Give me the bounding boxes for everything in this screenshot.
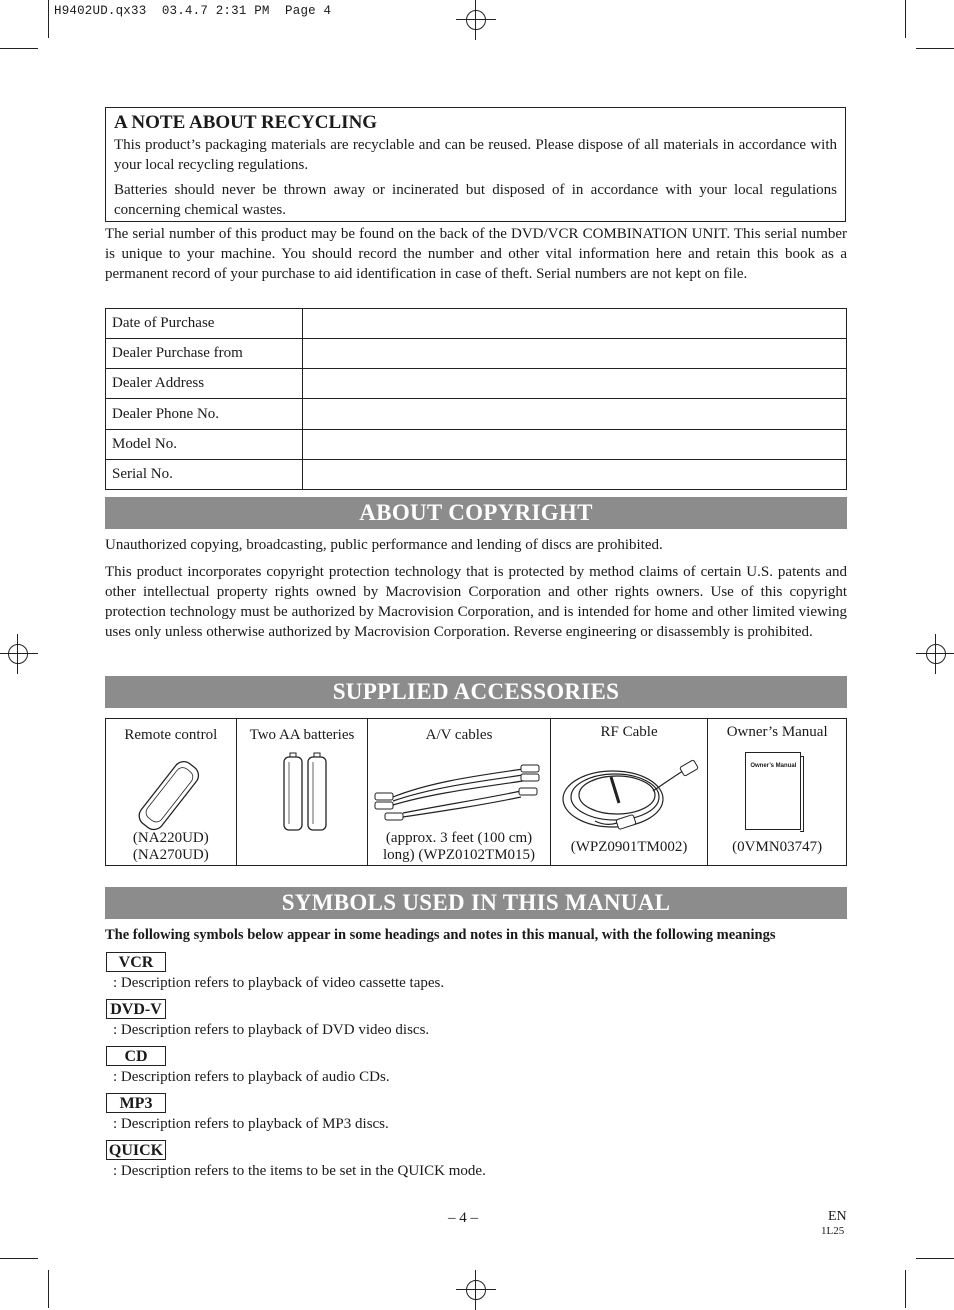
language-code: EN xyxy=(828,1209,847,1224)
crop-mark xyxy=(48,1270,49,1308)
table-value xyxy=(303,399,847,429)
table-row xyxy=(106,339,847,369)
table-label: Dealer Purchase from xyxy=(106,339,303,369)
booklet-title: Owner’s Manual xyxy=(750,763,797,769)
table-row xyxy=(106,309,847,339)
table-value xyxy=(303,429,847,459)
crop-mark xyxy=(916,48,954,49)
av-cables-icon xyxy=(373,761,545,829)
symbol-tag-vcr: VCR xyxy=(106,952,166,972)
symbol-tag-cd: CD xyxy=(106,1046,166,1066)
registration-mark-icon xyxy=(916,634,954,674)
accessory-code: (NA220UD) xyxy=(132,830,209,846)
accessory-remote-control xyxy=(106,719,237,865)
table-label: Dealer Address xyxy=(106,369,303,399)
recycling-title: A NOTE ABOUT RECYCLING xyxy=(114,112,378,133)
accessory-name: RF Cable xyxy=(600,724,658,740)
symbol-description: : Description refers to playback of video cassette tapes. xyxy=(113,975,445,991)
table-value xyxy=(303,339,847,369)
symbol-description: : Description refers to playback of DVD video discs. xyxy=(113,1022,430,1038)
accessory-owners-manual xyxy=(708,719,846,865)
accessory-rf-cable xyxy=(551,719,709,865)
table-row xyxy=(106,429,847,459)
accessory-code: long) (WPZ0102TM015) xyxy=(382,847,536,863)
symbol-tag-mp3: MP3 xyxy=(106,1093,166,1113)
symbols-intro: The following symbols below appear in some headings and notes in this manual, with the following meanings xyxy=(105,927,776,943)
purchase-record-table xyxy=(105,308,847,490)
batteries-paragraph: Batteries should never be thrown away or incinerated but disposed of in accordance with your local regulations concerning chemical wastes. xyxy=(114,182,837,218)
booklet-edge xyxy=(800,756,804,832)
table-label: Date of Purchase xyxy=(106,309,303,339)
accessory-batteries xyxy=(237,719,369,865)
table-label: Dealer Phone No. xyxy=(106,399,303,429)
registration-mark-icon xyxy=(456,1270,496,1310)
crop-mark xyxy=(0,1258,38,1259)
table-row xyxy=(106,459,847,489)
copyright-paragraph-2: This product incorporates copyright protection technology that is protected by method claims of certain U.S. patents and other intellectual property rights owned by Macrovision Corporation and other rights owners. Use of this copyright protection technology must be authorized by Macrovision Corporation, and is intended for home and other limited viewing uses only unless otherwise authorized by Macrovision Corporation. Reverse engineering or disassembly is prohibited. xyxy=(105,564,847,640)
recycling-paragraph: This product’s packaging materials are recyclable and can be reused. Please dispose of all materials in accordance with your local recycling regulations. xyxy=(114,137,837,173)
recycling-note xyxy=(105,107,846,222)
accessory-code: (WPZ0901TM002) xyxy=(570,839,688,855)
serial-number-text: The serial number of this product may be found on the back of the DVD/VCR COMBINATION UNIT. This serial number is unique to your machine. You should record the number and other vital information here and retain this book as a permanent record of your purchase to aid identification in case of theft. Serial numbers are not kept on file. xyxy=(105,226,847,282)
accessory-name: Owner’s Manual xyxy=(726,724,828,740)
accessory-code: (approx. 3 feet (100 cm) xyxy=(385,830,533,846)
table-value xyxy=(303,369,847,399)
table-value xyxy=(303,459,847,489)
accessories-heading: SUPPLIED ACCESSORIES xyxy=(105,676,847,708)
crop-mark xyxy=(48,0,49,38)
symbol-tag-dvd-v: DVD-V xyxy=(106,999,166,1019)
accessory-code: (NA270UD) xyxy=(132,847,209,863)
remote-control-icon xyxy=(126,757,216,835)
registration-mark-icon xyxy=(456,0,496,40)
document-code: 1L25 xyxy=(821,1225,845,1237)
crop-mark xyxy=(905,1270,906,1308)
table-row xyxy=(106,399,847,429)
owners-manual-icon xyxy=(745,752,801,830)
crop-mark xyxy=(905,0,906,38)
accessories-table xyxy=(105,718,847,866)
symbol-description: : Description refers to playback of audio CDs. xyxy=(113,1069,390,1085)
rf-cable-icon xyxy=(555,747,705,839)
table-value xyxy=(303,309,847,339)
symbols-heading: SYMBOLS USED IN THIS MANUAL xyxy=(105,887,847,919)
page-number: – 4 – xyxy=(448,1210,478,1226)
copyright-paragraph-1: Unauthorized copying, broadcasting, public performance and lending of discs are prohibited. xyxy=(105,537,663,553)
registration-mark-icon xyxy=(0,634,38,674)
accessory-name: Two AA batteries xyxy=(249,727,355,743)
accessory-name: Remote control xyxy=(124,727,218,743)
symbol-tag-quick: QUICK xyxy=(106,1140,166,1160)
accessory-av-cables xyxy=(368,719,551,865)
aa-batteries-icon xyxy=(281,752,329,832)
print-slug: H9402UD.qx33 03.4.7 2:31 PM Page 4 xyxy=(54,4,332,18)
copyright-heading: ABOUT COPYRIGHT xyxy=(105,497,847,529)
table-label: Model No. xyxy=(106,429,303,459)
symbol-description: : Description refers to playback of MP3 discs. xyxy=(113,1116,389,1132)
crop-mark xyxy=(916,1258,954,1259)
crop-mark xyxy=(0,48,38,49)
table-label: Serial No. xyxy=(106,459,303,489)
table-row xyxy=(106,369,847,399)
accessory-name: A/V cables xyxy=(425,727,493,743)
accessory-code: (0VMN03747) xyxy=(732,839,823,855)
symbol-description: : Description refers to the items to be set in the QUICK mode. xyxy=(113,1163,486,1179)
